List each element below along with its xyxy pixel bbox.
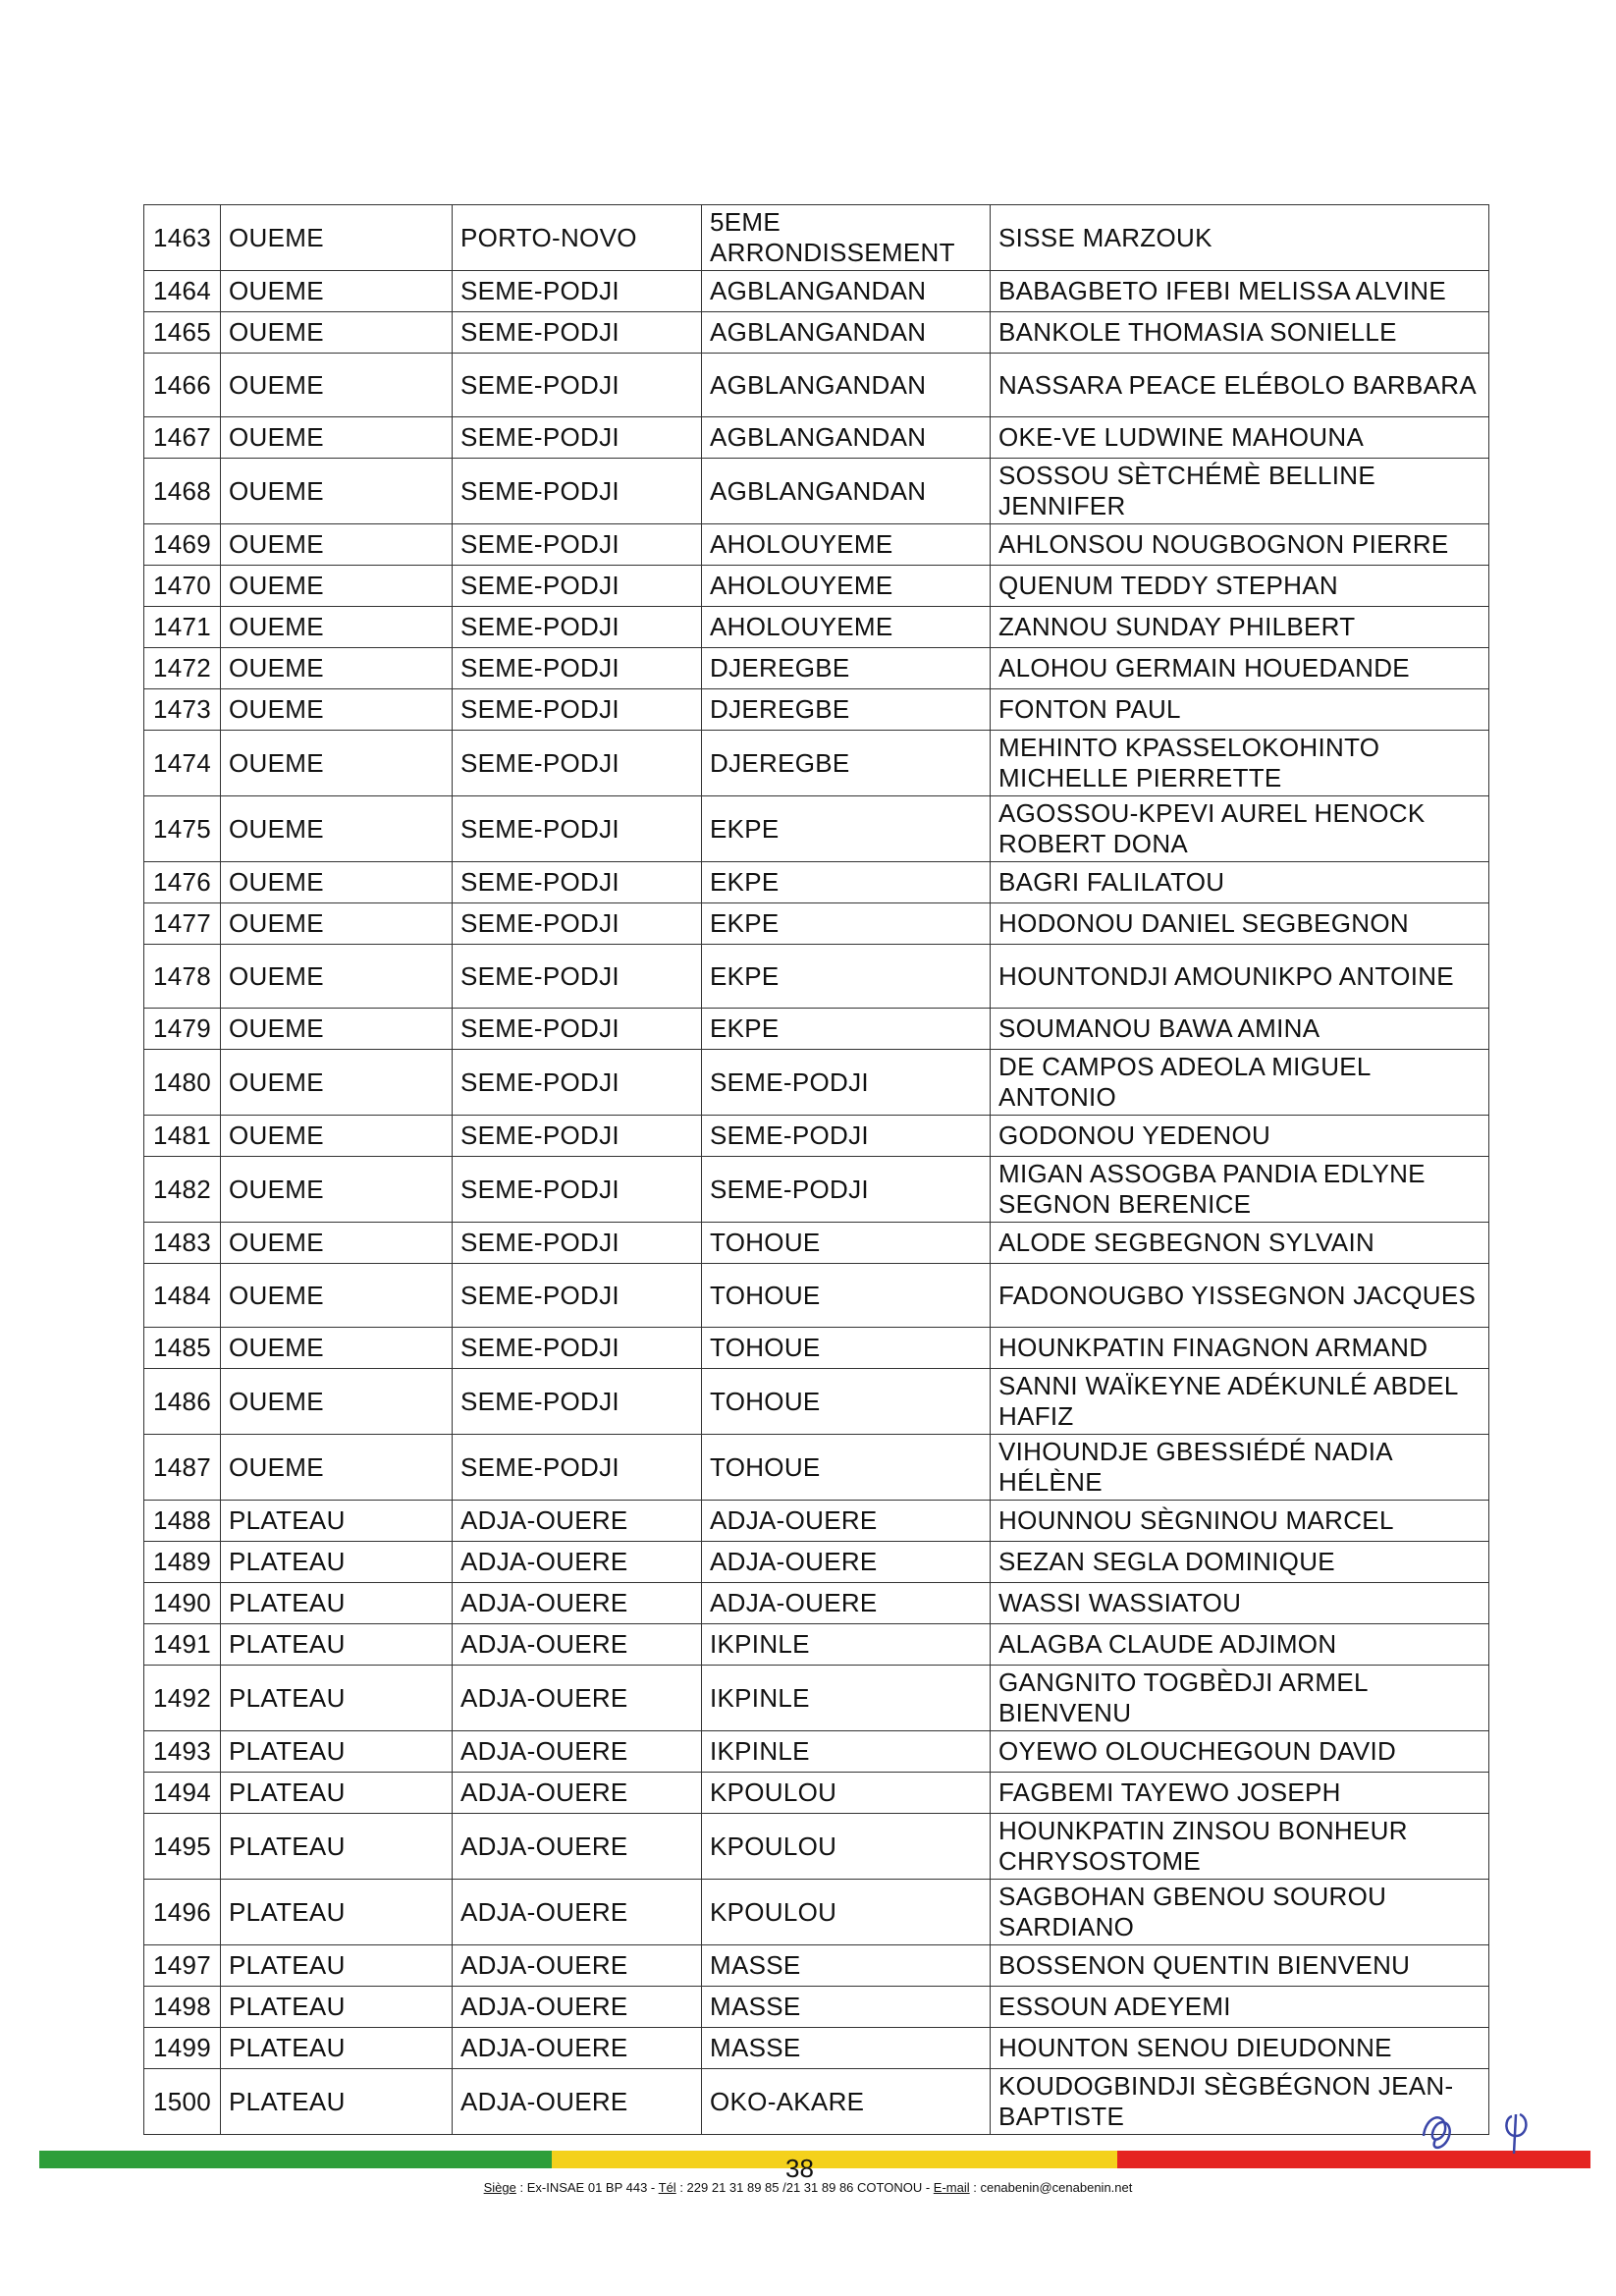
row-number-cell: 1477 [144,903,221,945]
arrondissement-cell: AGBLANGANDAN [702,459,991,524]
department-cell: OUEME [221,1116,453,1157]
commune-cell: SEME-PODJI [453,354,702,417]
arrondissement-cell: 5EME ARRONDISSEMENT [702,205,991,271]
arrondissement-cell: AHOLOUYEME [702,524,991,566]
commune-cell: SEME-PODJI [453,1264,702,1328]
row-number-cell: 1463 [144,205,221,271]
person-name-cell: GODONOU YEDENOU [991,1116,1489,1157]
person-name-cell: AGOSSOU-KPEVI AUREL HENOCK ROBERT DONA [991,796,1489,862]
table-row [144,1157,1489,1223]
row-number-cell: 1496 [144,1880,221,1945]
department-cell: OUEME [221,1050,453,1116]
person-name-cell: FAGBEMI TAYEWO JOSEPH [991,1773,1489,1814]
row-number-cell: 1484 [144,1264,221,1328]
commune-cell: ADJA-OUERE [453,1624,702,1666]
table-row [144,417,1489,459]
row-number-cell: 1490 [144,1583,221,1624]
row-number-cell: 1467 [144,417,221,459]
department-cell: PLATEAU [221,1731,453,1773]
person-name-cell: VIHOUNDJE GBESSIÉDÉ NADIA HÉLÈNE [991,1435,1489,1501]
department-cell: OUEME [221,312,453,354]
department-cell: OUEME [221,354,453,417]
arrondissement-cell: DJEREGBE [702,648,991,689]
arrondissement-cell: KPOULOU [702,1814,991,1880]
footer-siege-label: Siège [483,2180,516,2195]
table-row [144,1624,1489,1666]
person-name-cell: MEHINTO KPASSELOKOHINTO MICHELLE PIERRETTE [991,731,1489,796]
department-cell: OUEME [221,566,453,607]
row-number-cell: 1500 [144,2069,221,2135]
table-row [144,1264,1489,1328]
department-cell: OUEME [221,903,453,945]
department-cell: OUEME [221,1264,453,1328]
department-cell: OUEME [221,459,453,524]
arrondissement-cell: IKPINLE [702,1666,991,1731]
arrondissement-cell: EKPE [702,903,991,945]
table-row [144,1731,1489,1773]
commune-cell: ADJA-OUERE [453,1773,702,1814]
arrondissement-cell: AGBLANGANDAN [702,417,991,459]
department-cell: PLATEAU [221,1624,453,1666]
table-row [144,796,1489,862]
handwritten-initials-signature [1414,2097,1571,2156]
row-number-cell: 1464 [144,271,221,312]
footer-siege-text: : Ex-INSAE 01 BP 443 - [515,2180,659,2195]
arrondissement-cell: TOHOUE [702,1223,991,1264]
table-row [144,2069,1489,2135]
commune-cell: SEME-PODJI [453,796,702,862]
department-cell: PLATEAU [221,1501,453,1542]
person-name-cell: QUENUM TEDDY STEPHAN [991,566,1489,607]
department-cell: OUEME [221,731,453,796]
row-number-cell: 1480 [144,1050,221,1116]
department-cell: PLATEAU [221,1945,453,1987]
arrondissement-cell: AGBLANGANDAN [702,312,991,354]
department-cell: PLATEAU [221,1542,453,1583]
table-row [144,1116,1489,1157]
person-name-cell: HOUNNOU SÈGNINOU MARCEL [991,1501,1489,1542]
department-cell: PLATEAU [221,1773,453,1814]
commune-cell: PORTO-NOVO [453,205,702,271]
person-name-cell: HOUNTON SENOU DIEUDONNE [991,2028,1489,2069]
arrondissement-cell: EKPE [702,862,991,903]
commune-cell: ADJA-OUERE [453,1880,702,1945]
table-row [144,1542,1489,1583]
person-name-cell: FADONOUGBO YISSEGNON JACQUES [991,1264,1489,1328]
arrondissement-cell: EKPE [702,945,991,1009]
row-number-cell: 1476 [144,862,221,903]
department-cell: OUEME [221,1157,453,1223]
row-number-cell: 1499 [144,2028,221,2069]
table-row [144,731,1489,796]
row-number-cell: 1493 [144,1731,221,1773]
table-row [144,205,1489,271]
band-yellow [552,2151,1117,2168]
row-number-cell: 1495 [144,1814,221,1880]
person-name-cell: HOUNKPATIN FINAGNON ARMAND [991,1328,1489,1369]
commune-cell: SEME-PODJI [453,1157,702,1223]
table-row [144,1814,1489,1880]
department-cell: PLATEAU [221,1666,453,1731]
commune-cell: ADJA-OUERE [453,1583,702,1624]
row-number-cell: 1487 [144,1435,221,1501]
person-name-cell: ALODE SEGBEGNON SYLVAIN [991,1223,1489,1264]
person-name-cell: ALAGBA CLAUDE ADJIMON [991,1624,1489,1666]
table-row [144,862,1489,903]
person-name-cell: SAGBOHAN GBENOU SOUROU SARDIANO [991,1880,1489,1945]
person-name-cell: HODONOU DANIEL SEGBEGNON [991,903,1489,945]
person-name-cell: GANGNITO TOGBÈDJI ARMEL BIENVENU [991,1666,1489,1731]
arrondissement-cell: ADJA-OUERE [702,1583,991,1624]
row-number-cell: 1482 [144,1157,221,1223]
commune-cell: ADJA-OUERE [453,2028,702,2069]
arrondissement-cell: ADJA-OUERE [702,1501,991,1542]
department-cell: OUEME [221,1328,453,1369]
row-number-cell: 1472 [144,648,221,689]
row-number-cell: 1481 [144,1116,221,1157]
commune-cell: ADJA-OUERE [453,2069,702,2135]
commune-cell: SEME-PODJI [453,566,702,607]
table-row [144,1880,1489,1945]
table-row [144,1666,1489,1731]
person-name-cell: KOUDOGBINDJI SÈGBÉGNON JEAN-BAPTISTE [991,2069,1489,2135]
department-cell: PLATEAU [221,1583,453,1624]
row-number-cell: 1471 [144,607,221,648]
commune-cell: SEME-PODJI [453,524,702,566]
commune-cell: SEME-PODJI [453,1223,702,1264]
table-row [144,1328,1489,1369]
department-cell: OUEME [221,417,453,459]
person-name-cell: BANKOLE THOMASIA SONIELLE [991,312,1489,354]
row-number-cell: 1488 [144,1501,221,1542]
person-name-cell: ALOHOU GERMAIN HOUEDANDE [991,648,1489,689]
commune-cell: SEME-PODJI [453,312,702,354]
table-row [144,1987,1489,2028]
person-name-cell: OKE-VE LUDWINE MAHOUNA [991,417,1489,459]
arrondissement-cell: AGBLANGANDAN [702,354,991,417]
registry-table [143,204,1489,2135]
department-cell: PLATEAU [221,1880,453,1945]
person-name-cell: BABAGBETO IFEBI MELISSA ALVINE [991,271,1489,312]
row-number-cell: 1485 [144,1328,221,1369]
person-name-cell: AHLONSOU NOUGBOGNON PIERRE [991,524,1489,566]
commune-cell: SEME-PODJI [453,945,702,1009]
commune-cell: SEME-PODJI [453,417,702,459]
commune-cell: SEME-PODJI [453,1435,702,1501]
commune-cell: ADJA-OUERE [453,1814,702,1880]
table-row [144,1773,1489,1814]
department-cell: OUEME [221,1369,453,1435]
department-cell: OUEME [221,1223,453,1264]
row-number-cell: 1473 [144,689,221,731]
person-name-cell: ZANNOU SUNDAY PHILBERT [991,607,1489,648]
person-name-cell: SANNI WAÏKEYNE ADÉKUNLÉ ABDEL HAFIZ [991,1369,1489,1435]
page-number: 38 [785,2154,814,2183]
row-number-cell: 1483 [144,1223,221,1264]
commune-cell: SEME-PODJI [453,1009,702,1050]
table-row [144,648,1489,689]
department-cell: PLATEAU [221,1987,453,2028]
department-cell: PLATEAU [221,2069,453,2135]
person-name-cell: SOSSOU SÈTCHÉMÈ BELLINE JENNIFER [991,459,1489,524]
table-row [144,2028,1489,2069]
arrondissement-cell: MASSE [702,2028,991,2069]
footer-tel-text: : 229 21 31 89 85 /21 31 89 86 COTONOU - [675,2180,934,2195]
row-number-cell: 1494 [144,1773,221,1814]
row-number-cell: 1465 [144,312,221,354]
person-name-cell: WASSI WASSIATOU [991,1583,1489,1624]
arrondissement-cell: TOHOUE [702,1328,991,1369]
commune-cell: SEME-PODJI [453,862,702,903]
table-row [144,1369,1489,1435]
row-number-cell: 1497 [144,1945,221,1987]
department-cell: OUEME [221,862,453,903]
commune-cell: ADJA-OUERE [453,1945,702,1987]
person-name-cell: SEZAN SEGLA DOMINIQUE [991,1542,1489,1583]
row-number-cell: 1491 [144,1624,221,1666]
row-number-cell: 1486 [144,1369,221,1435]
arrondissement-cell: DJEREGBE [702,689,991,731]
department-cell: OUEME [221,945,453,1009]
arrondissement-cell: AHOLOUYEME [702,607,991,648]
person-name-cell: BOSSENON QUENTIN BIENVENU [991,1945,1489,1987]
department-cell: OUEME [221,607,453,648]
row-number-cell: 1475 [144,796,221,862]
commune-cell: ADJA-OUERE [453,1666,702,1731]
row-number-cell: 1466 [144,354,221,417]
commune-cell: SEME-PODJI [453,271,702,312]
arrondissement-cell: AHOLOUYEME [702,566,991,607]
arrondissement-cell: EKPE [702,796,991,862]
row-number-cell: 1498 [144,1987,221,2028]
table-row [144,1583,1489,1624]
table-row [144,354,1489,417]
person-name-cell: DE CAMPOS ADEOLA MIGUEL ANTONIO [991,1050,1489,1116]
person-name-cell: HOUNTONDJI AMOUNIKPO ANTOINE [991,945,1489,1009]
arrondissement-cell: SEME-PODJI [702,1157,991,1223]
arrondissement-cell: TOHOUE [702,1369,991,1435]
department-cell: OUEME [221,1435,453,1501]
row-number-cell: 1468 [144,459,221,524]
department-cell: OUEME [221,524,453,566]
department-cell: OUEME [221,205,453,271]
commune-cell: ADJA-OUERE [453,1542,702,1583]
arrondissement-cell: OKO-AKARE [702,2069,991,2135]
table-row [144,1501,1489,1542]
table-row [144,1009,1489,1050]
footer-address [0,2180,1616,2195]
commune-cell: SEME-PODJI [453,689,702,731]
commune-cell: ADJA-OUERE [453,1501,702,1542]
table-row [144,903,1489,945]
commune-cell: SEME-PODJI [453,1369,702,1435]
department-cell: OUEME [221,271,453,312]
commune-cell: SEME-PODJI [453,459,702,524]
table-row [144,524,1489,566]
person-name-cell: SOUMANOU BAWA AMINA [991,1009,1489,1050]
table-row [144,1050,1489,1116]
department-cell: OUEME [221,648,453,689]
person-name-cell: ESSOUN ADEYEMI [991,1987,1489,2028]
table-row [144,566,1489,607]
arrondissement-cell: ADJA-OUERE [702,1542,991,1583]
row-number-cell: 1469 [144,524,221,566]
table-row [144,607,1489,648]
table-row [144,689,1489,731]
person-name-cell: HOUNKPATIN ZINSOU BONHEUR CHRYSOSTOME [991,1814,1489,1880]
arrondissement-cell: AGBLANGANDAN [702,271,991,312]
arrondissement-cell: TOHOUE [702,1435,991,1501]
table-row [144,1435,1489,1501]
row-number-cell: 1474 [144,731,221,796]
band-green [39,2151,552,2168]
commune-cell: SEME-PODJI [453,607,702,648]
arrondissement-cell: SEME-PODJI [702,1050,991,1116]
footer-email-label: E-mail [933,2180,970,2195]
footer-tel-label: Tél [658,2180,676,2195]
department-cell: PLATEAU [221,2028,453,2069]
arrondissement-cell: KPOULOU [702,1773,991,1814]
arrondissement-cell: SEME-PODJI [702,1116,991,1157]
department-cell: OUEME [221,796,453,862]
commune-cell: SEME-PODJI [453,648,702,689]
person-name-cell: NASSARA PEACE ELÉBOLO BARBARA [991,354,1489,417]
table-row [144,945,1489,1009]
arrondissement-cell: MASSE [702,1987,991,2028]
person-name-cell: MIGAN ASSOGBA PANDIA EDLYNE SEGNON BERENICE [991,1157,1489,1223]
arrondissement-cell: IKPINLE [702,1624,991,1666]
arrondissement-cell: KPOULOU [702,1880,991,1945]
row-number-cell: 1489 [144,1542,221,1583]
department-cell: OUEME [221,1009,453,1050]
row-number-cell: 1470 [144,566,221,607]
footer-email-text: : cenabenin@cenabenin.net [969,2180,1133,2195]
person-name-cell: FONTON PAUL [991,689,1489,731]
table-row [144,459,1489,524]
table-row [144,271,1489,312]
arrondissement-cell: MASSE [702,1945,991,1987]
table-body [144,205,1489,2135]
person-name-cell: BAGRI FALILATOU [991,862,1489,903]
row-number-cell: 1478 [144,945,221,1009]
commune-cell: SEME-PODJI [453,1116,702,1157]
table-row [144,1945,1489,1987]
commune-cell: SEME-PODJI [453,903,702,945]
arrondissement-cell: DJEREGBE [702,731,991,796]
commune-cell: ADJA-OUERE [453,1731,702,1773]
department-cell: OUEME [221,689,453,731]
commune-cell: SEME-PODJI [453,1050,702,1116]
table-row [144,1223,1489,1264]
arrondissement-cell: EKPE [702,1009,991,1050]
row-number-cell: 1479 [144,1009,221,1050]
commune-cell: SEME-PODJI [453,1328,702,1369]
national-color-band [39,2151,1590,2168]
person-name-cell: SISSE MARZOUK [991,205,1489,271]
row-number-cell: 1492 [144,1666,221,1731]
commune-cell: ADJA-OUERE [453,1987,702,2028]
commune-cell: SEME-PODJI [453,731,702,796]
table-row [144,312,1489,354]
person-name-cell: OYEWO OLOUCHEGOUN DAVID [991,1731,1489,1773]
department-cell: PLATEAU [221,1814,453,1880]
arrondissement-cell: IKPINLE [702,1731,991,1773]
arrondissement-cell: TOHOUE [702,1264,991,1328]
